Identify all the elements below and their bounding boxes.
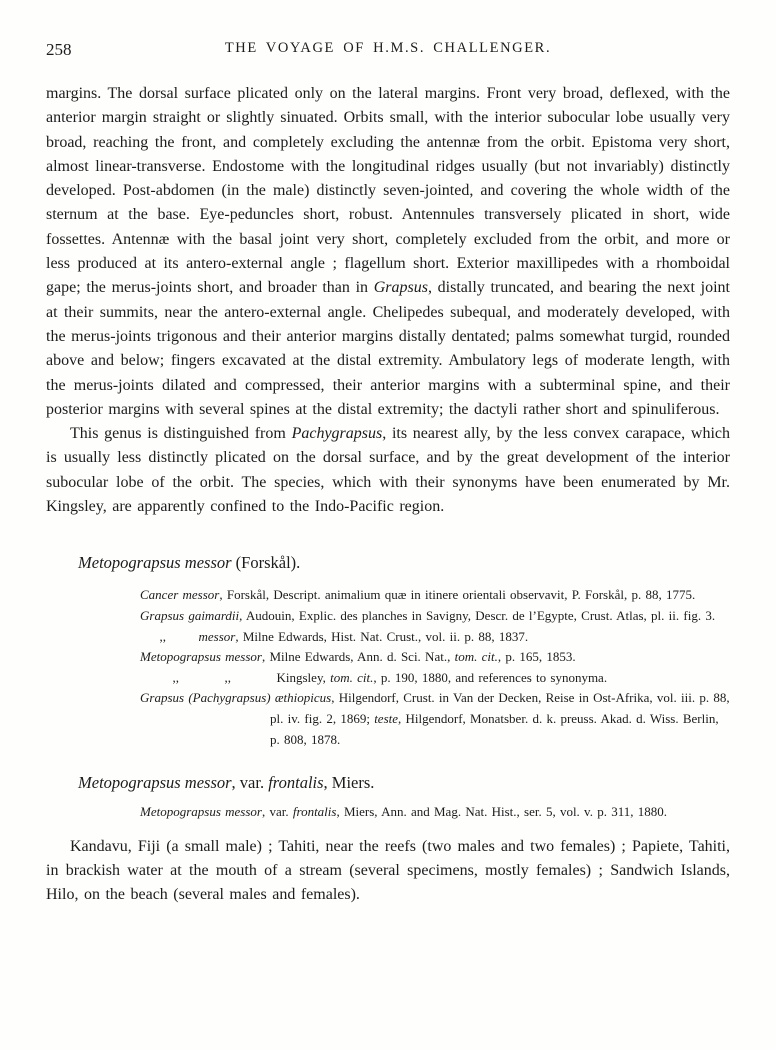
citation-metopograpsus-messor-edwards: Metopograpsus messor, Milne Edwards, Ann. d. Sci. Nat., tom. cit., p. 165, 1853. bbox=[140, 649, 576, 665]
citation-grapsus-messor: ,, messor, Milne Edwards, Hist. Nat. Crust., vol. ii. p. 88, 1837. bbox=[140, 628, 529, 644]
page-body bbox=[46, 82, 730, 908]
species-heading-messor: Metopograpsus messor (Forskål). bbox=[78, 553, 301, 573]
paragraph-localities: Kandavu, Fiji (a small male) ; Tahiti, near the reefs (two males and two females) ; Papiete, Tahiti, in brackish water at the mouth of a stream (several specimens, mostly females) ; Sandwich Islands, Hilo, on the beach (several males and females). bbox=[46, 837, 730, 904]
species-heading-frontalis: Metopograpsus messor, var. frontalis, Miers. bbox=[78, 773, 375, 793]
paragraph-genus-diagnosis: margins. The dorsal surface plicated only on the lateral margins. Front very broad, deflexed, with the anterior margin straight or slightly sinuated. Orbits small, with the interior subocular lobe usually very broad, reaching the front, and completely excluding the antennæ from the orbit. Epistoma very short, almost linear-transverse. Endostome with the longitudinal ridges usually (but not invariably) distinctly developed. Post-abdomen (in the male) distinctly seven-jointed, and covering the whole width of the sternum at the base. Eye-peduncles short, robust. Antennules transversely plicated in short, wide fossettes. Antennæ with the basal joint very short, completely excluded from the orbit, and more or less produced at its antero-external angle ; flagellum short. Exterior maxillipedes with a rhomboidal gape; the merus-joints short, and broader than in Grapsus, distally truncated, and bearing the next joint at their summits, near the antero-external angle. Chelipedes subequal, and moderately developed, with the merus-joints trigonous and their anterior margins distally dentated; palms somewhat turgid, rounded above and below; fingers excavated at the distal extremity. Ambulatory legs of moderate length, with the merus-joints dilated and compressed, their anterior margins with a subterminal spine, and their posterior margins with several spines at the distal extremity; the dactyli rather short and spinuliferous. bbox=[46, 85, 731, 418]
synonymy-list-messor bbox=[46, 585, 730, 750]
synonymy-list-frontalis bbox=[46, 802, 730, 823]
page-header bbox=[46, 40, 730, 62]
running-title: THE VOYAGE OF H.M.S. CHALLENGER. bbox=[224, 40, 552, 56]
page-number: 258 bbox=[46, 40, 72, 59]
citation-cancer-messor: Cancer messor, Forskål, Descript. animalium quæ in itinere orientali observavit, P. Forskål, p. 88, 1775. bbox=[140, 587, 696, 603]
paragraph-genus-remarks: This genus is distinguished from Pachygrapsus, its nearest ally, by the less convex carapace, which is usually less distinctly plicated on the dorsal surface, and by the great development of the interior subocular lobe of the orbit. The species, which with their synonyms have been enumerated by Mr. Kingsley, are apparently confined to the Indo-Pacific region. bbox=[46, 425, 730, 516]
citation-messor-var-frontalis: Metopograpsus messor, var. frontalis, Miers, Ann. and Mag. Nat. Hist., ser. 5, vol. v. p. 311, 1880. bbox=[140, 804, 667, 820]
citation-grapsus-aethiopicus: Grapsus (Pachygrapsus) æthiopicus, Hilgendorf, Crust. in Van der Decken, Reise in Ost-Afrika, vol. iii. p. 88, pl. iv. fig. 2, 1869; teste, Hilgendorf, Monatsber. d. k. preuss. Akad. d. Wiss. Berlin, p. 808, 1878. bbox=[140, 690, 730, 747]
citation-grapsus-gaimardii: Grapsus gaimardii, Audouin, Explic. des planches in Savigny, Descr. de l’Egypte, Crust. Atlas, pl. ii. fig. 3. bbox=[140, 607, 716, 623]
citation-metopograpsus-messor-kingsley: ,, ,, Kingsley, tom. cit., p. 190, 1880, and references to synonyma. bbox=[140, 669, 608, 685]
